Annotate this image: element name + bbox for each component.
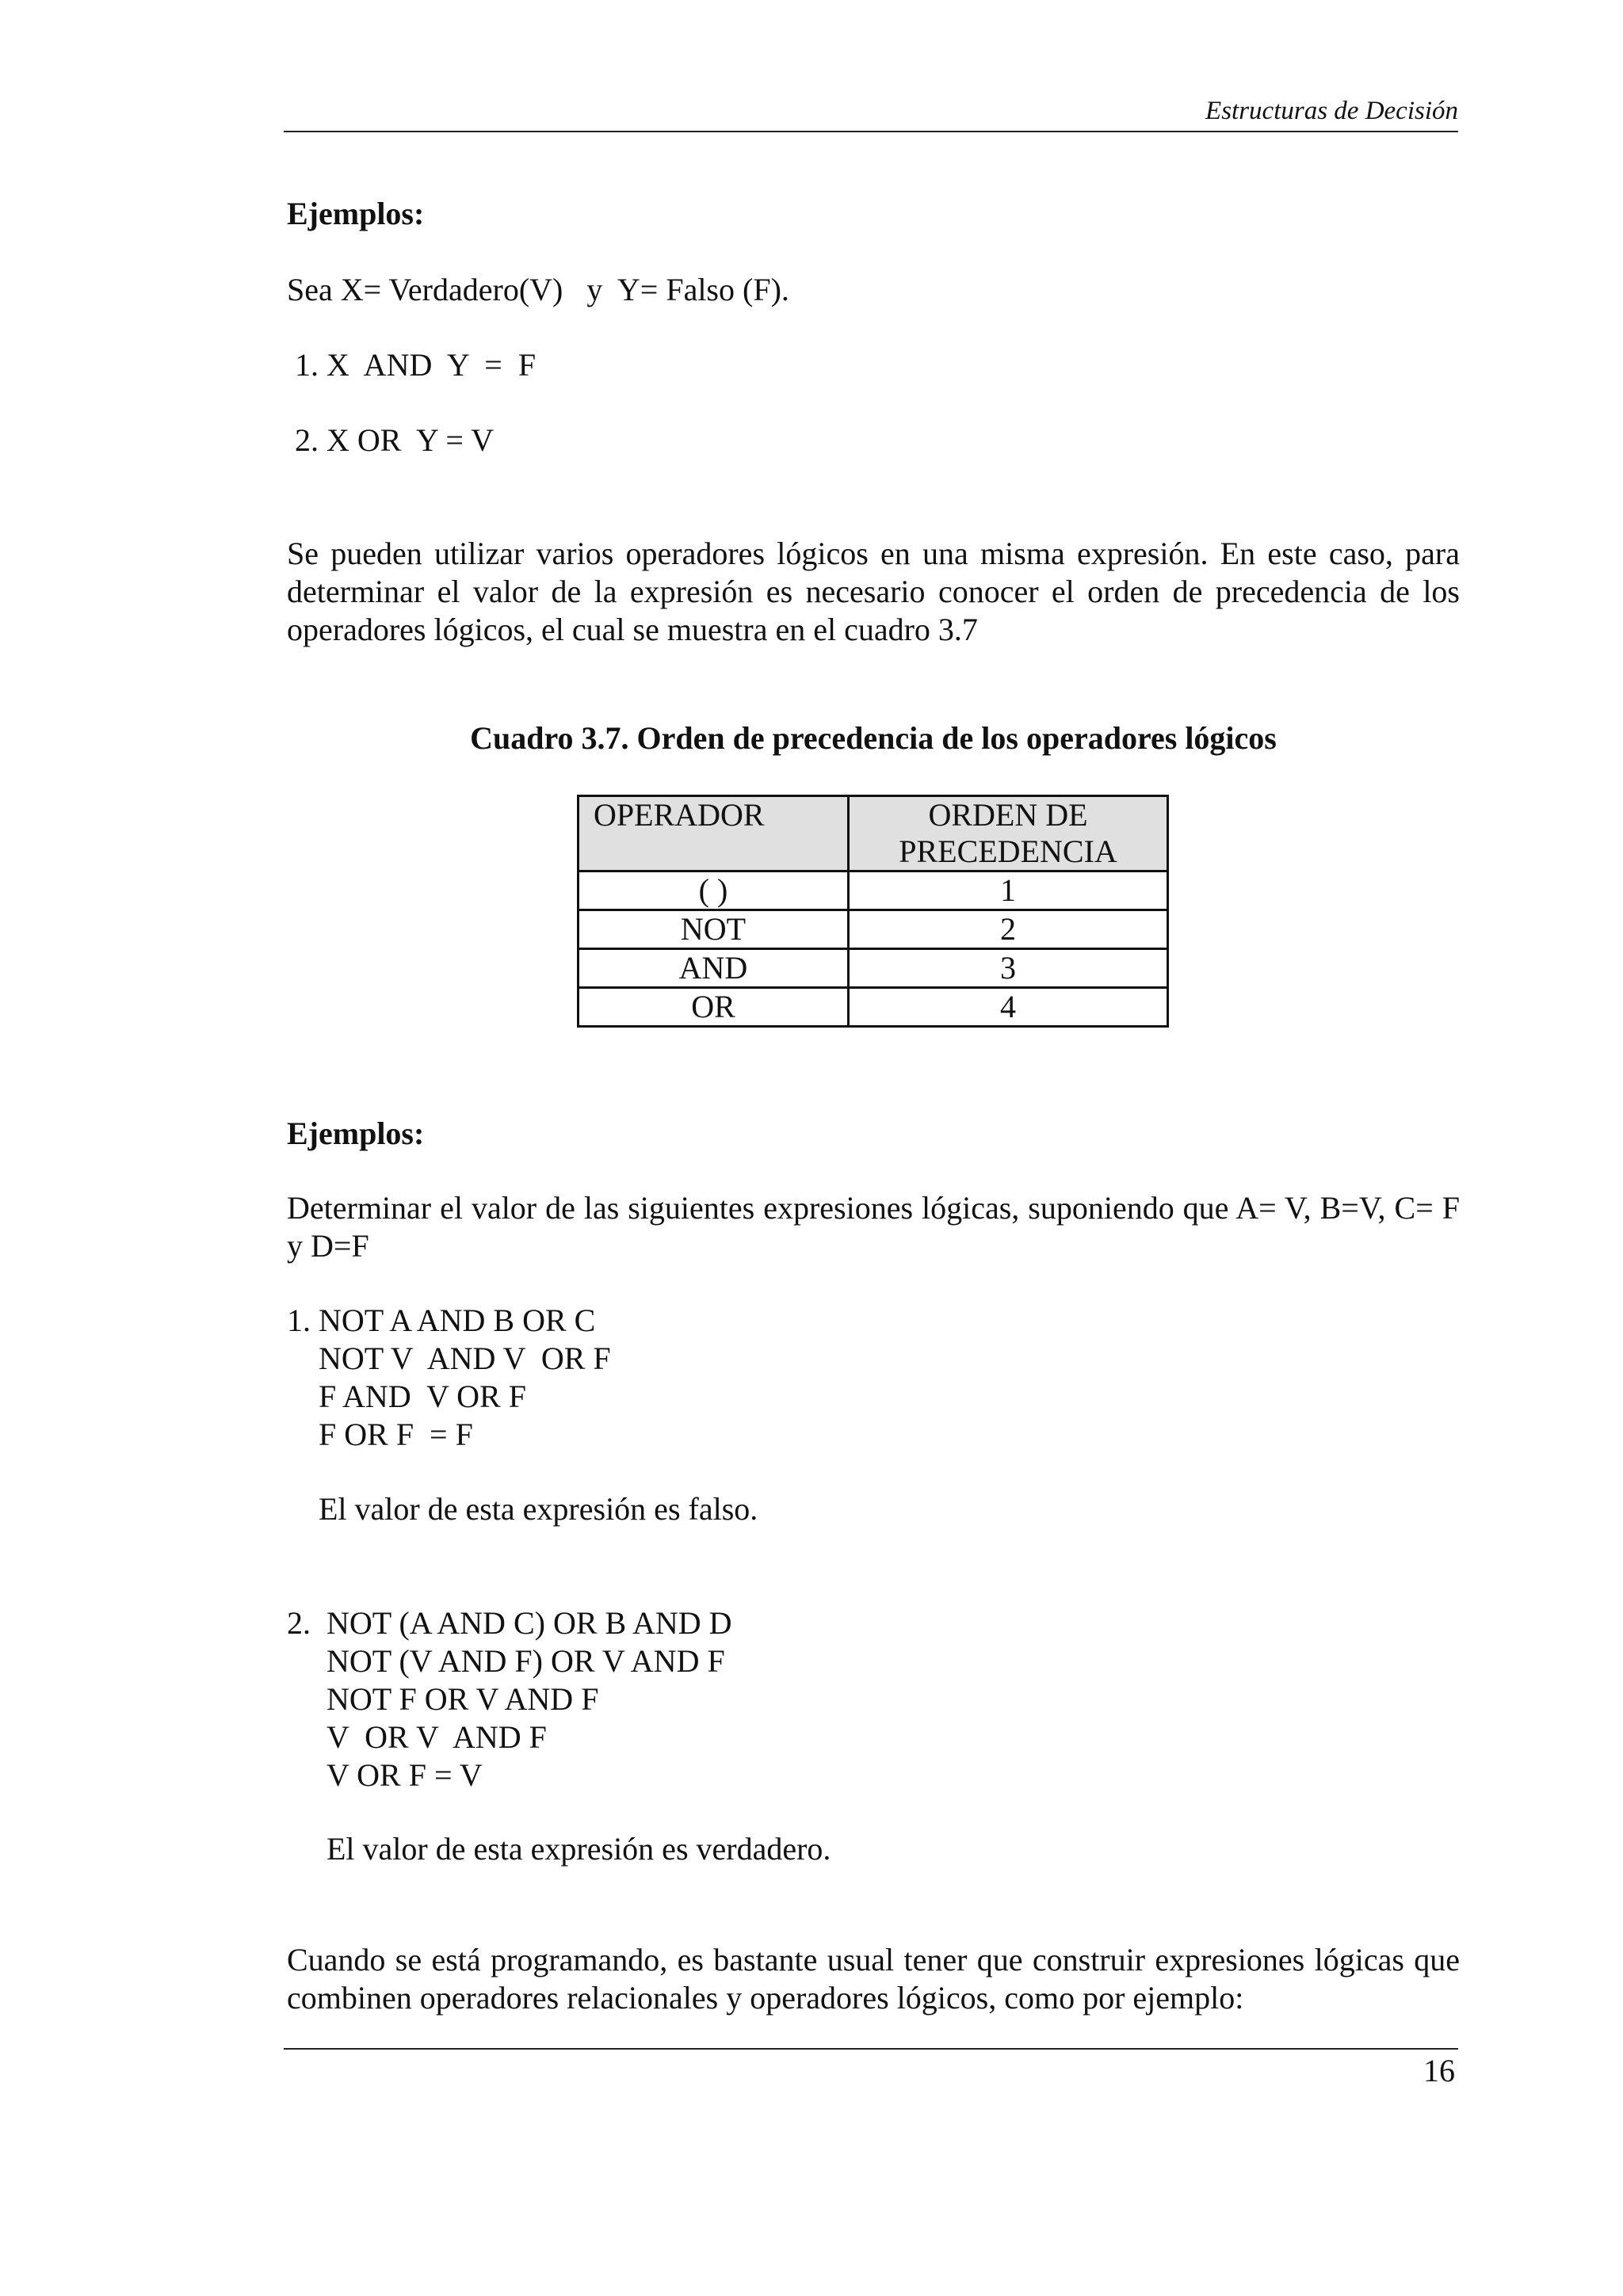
paragraph-precedence-intro: Se pueden utilizar varios operadores lógicos en una misma expresión. En este caso, para determinar el valor de la expresión es necesario conocer el orden de precedencia de los operadores lógicos, el cual se muestra en el cuadro 3.7 [287, 536, 1460, 647]
table-header-precedence: ORDEN DE PRECEDENCIA [849, 796, 1168, 871]
expression-step: F AND V OR F [319, 1379, 526, 1414]
table-cell-operator: NOT [579, 910, 849, 949]
expression-step: NOT (V AND F) OR V AND F [327, 1643, 725, 1679]
expression-step: NOT V AND V OR F [319, 1341, 611, 1376]
expression-step: F OR F = F [319, 1417, 473, 1452]
example-line-2 [295, 421, 1468, 460]
example-expression-2 [287, 1604, 1460, 1794]
expression-step: V OR F = V [327, 1757, 483, 1793]
running-header: Estructuras de Decisión [1205, 97, 1458, 125]
intro-line: Sea X= Verdadero(V) y Y= Falso (F). [287, 272, 789, 307]
table-row [579, 871, 1168, 910]
expression-step: 1. NOT A AND B OR C [287, 1302, 596, 1338]
section-heading-examples-2: Ejemplos: [287, 1116, 425, 1151]
examples-intro [287, 271, 1460, 309]
expression-step: V OR V AND F [327, 1719, 547, 1755]
example-expression: 1. X AND Y = F [295, 347, 537, 383]
footer-rule [284, 2048, 1458, 2050]
table-cell-order: 4 [849, 988, 1168, 1027]
expression-step: NOT F OR V AND F [327, 1681, 599, 1717]
expression-step: 2. NOT (A AND C) OR B AND D [287, 1605, 732, 1641]
table-cell-operator: ( ) [579, 871, 849, 910]
precedence-table [577, 795, 1169, 1028]
table-cell-operator: AND [579, 949, 849, 988]
example-1-result: El valor de esta expresión es falso. [319, 1491, 758, 1527]
table-header-operator: OPERADOR [579, 796, 849, 871]
table-cell-order: 2 [849, 910, 1168, 949]
table-cell-operator: OR [579, 988, 849, 1027]
example-expression-1 [287, 1302, 1460, 1454]
header-rule [284, 131, 1458, 132]
examples-2-intro: Determinar el valor de las siguientes expresiones lógicas, suponiendo que A= V, B=V, C= F y D=F [287, 1190, 1460, 1264]
paragraph-closing: Cuando se está programando, es bastante usual tener que construir expresiones lógicas que combinen operadores relacionales y operadores lógicos, como por ejemplo: [287, 1942, 1460, 2016]
example-2-result: El valor de esta expresión es verdadero. [327, 1831, 831, 1867]
table-cell-order: 3 [849, 949, 1168, 988]
section-heading-examples-1: Ejemplos: [287, 196, 425, 231]
example-line-1 [295, 346, 1468, 384]
example-expression: 2. X OR Y = V [295, 422, 495, 458]
table-caption: Cuadro 3.7. Orden de precedencia de los operadores lógicos [470, 720, 1277, 756]
table-row [579, 910, 1168, 949]
table-row [579, 988, 1168, 1027]
table-header-row [579, 796, 1168, 871]
table-cell-order: 1 [849, 871, 1168, 910]
page-number: 16 [1423, 2053, 1455, 2088]
table-row [579, 949, 1168, 988]
